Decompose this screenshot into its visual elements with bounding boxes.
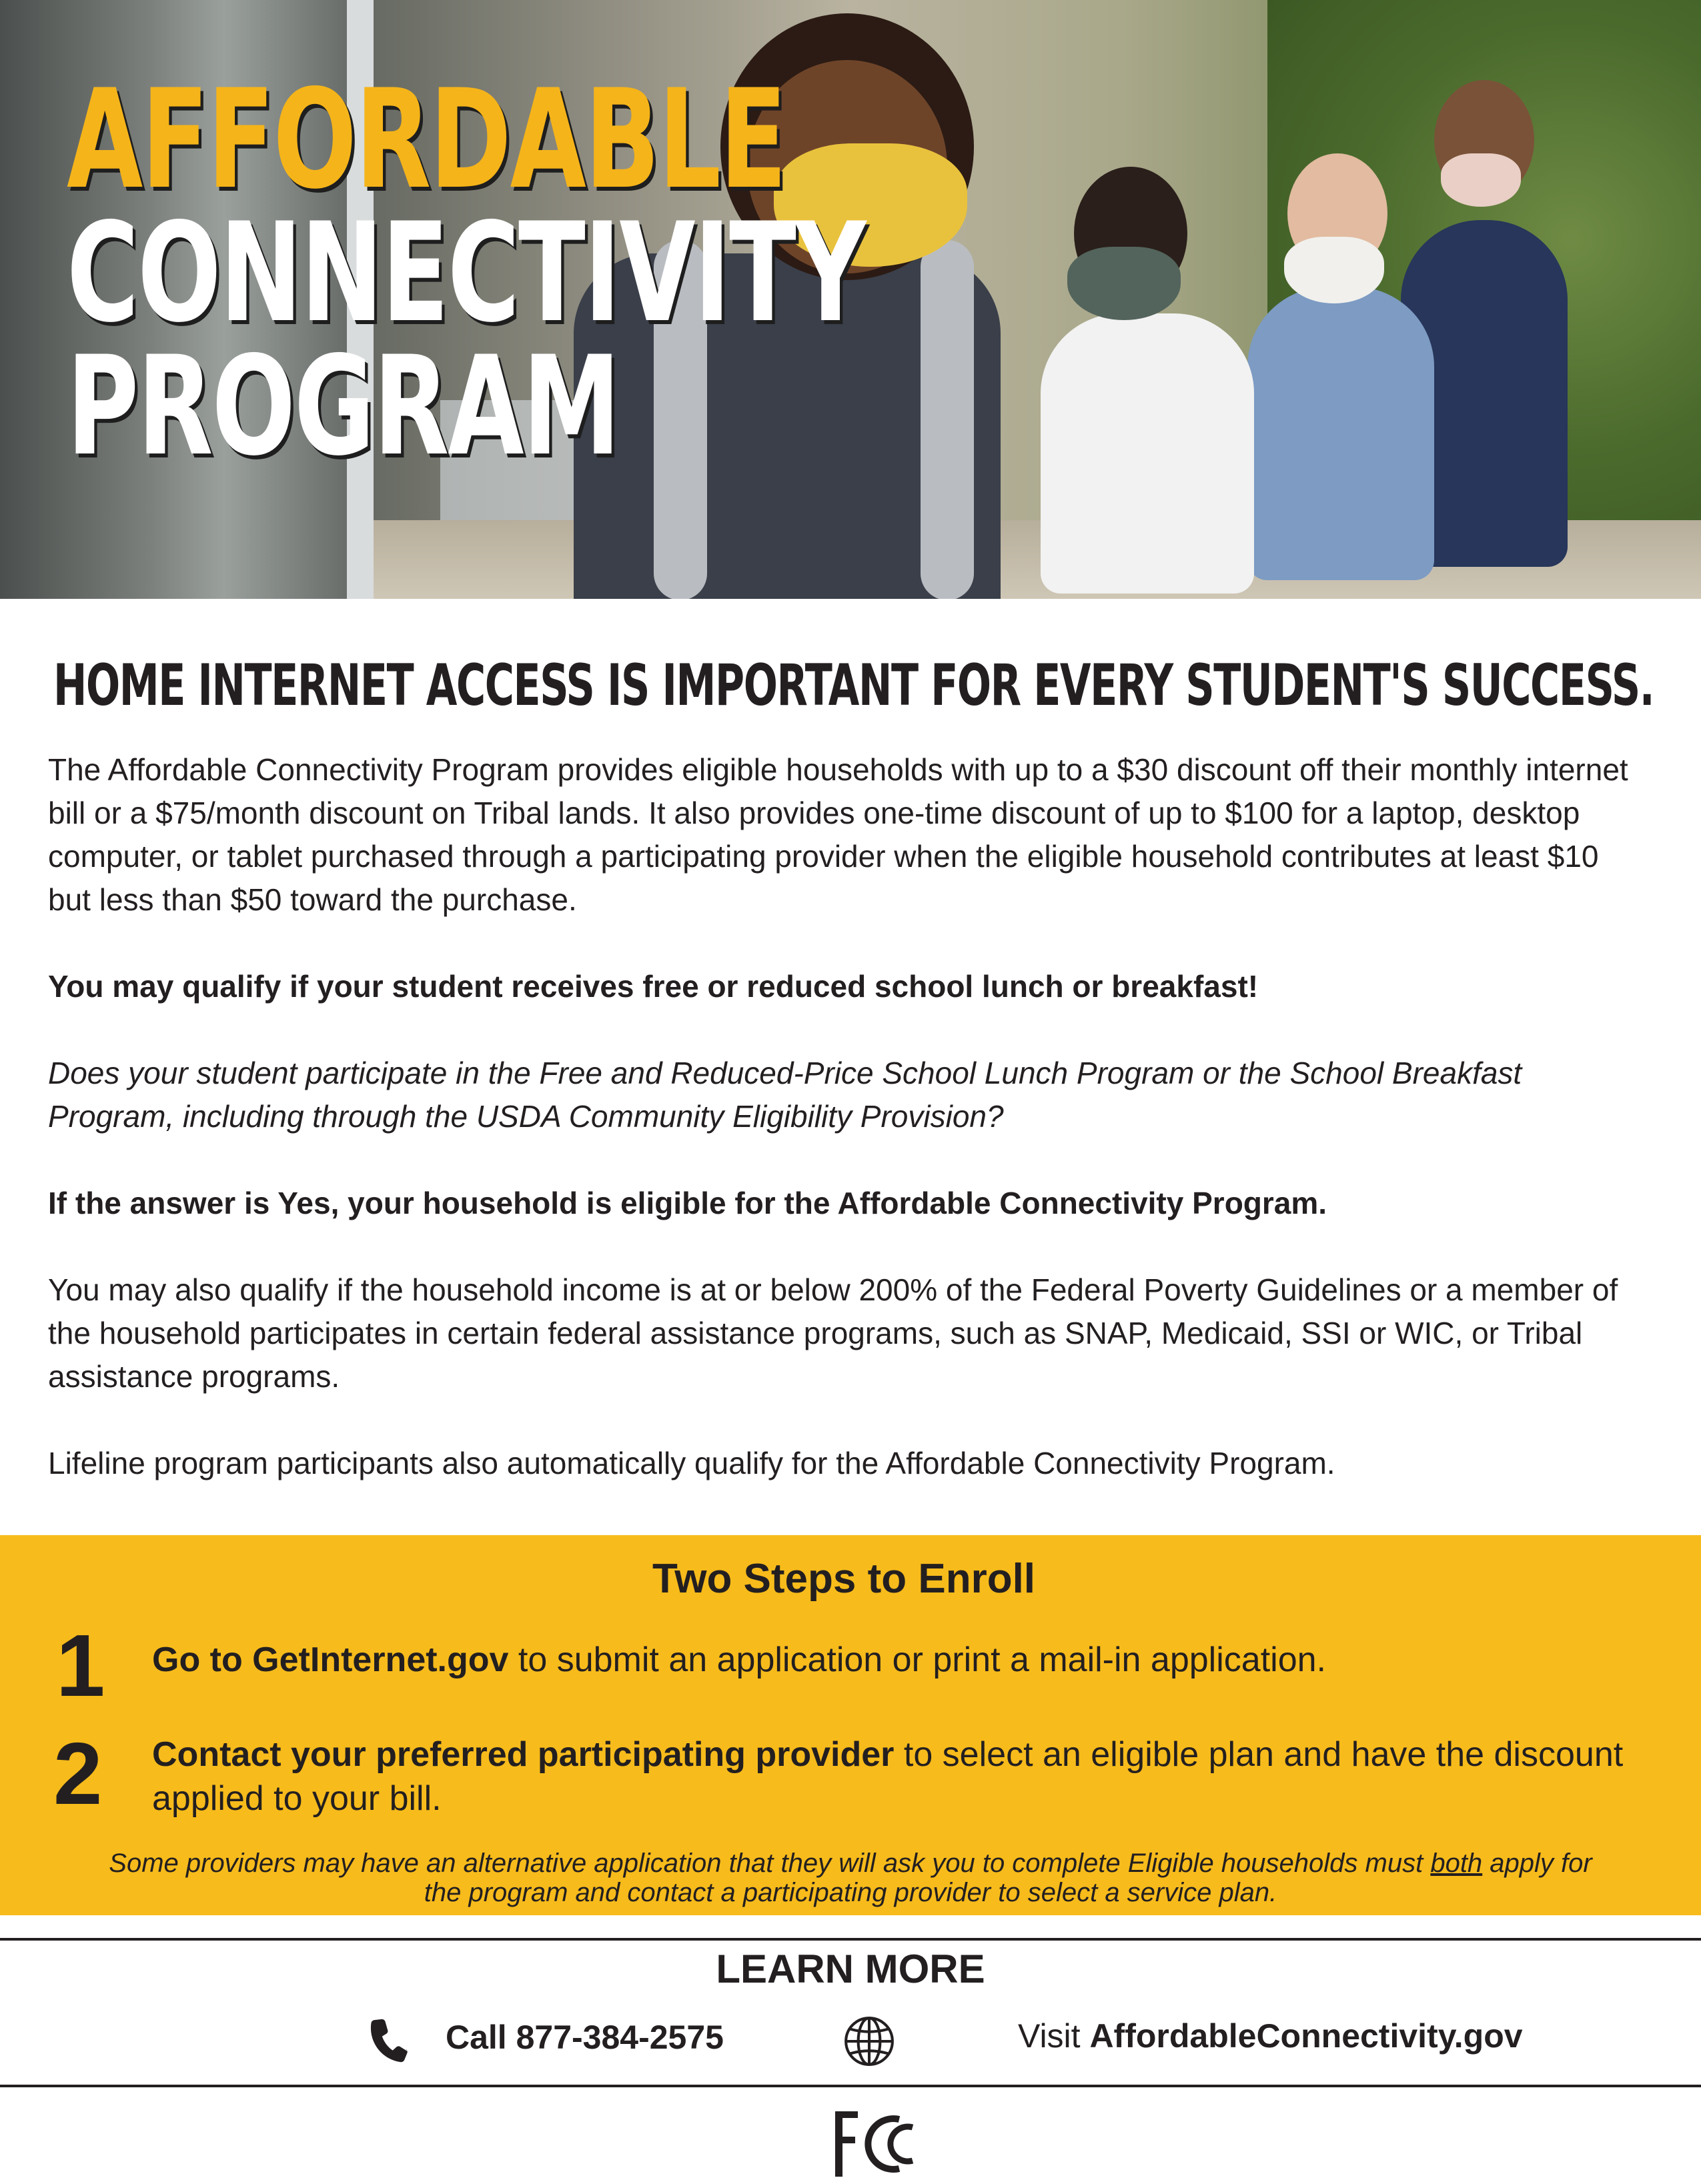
enroll-title: Two Steps to Enroll — [652, 1556, 1036, 1602]
step-2-rest: to select an eligible plan and have the discount applied to your bill. — [152, 1735, 1624, 1818]
paragraph-discount-info: The Affordable Connectivity Program provides eligible households with up to a $30 discount off their monthly internet bill or a $75/month discount on Tribal lands. It also provides one-time discount of up to $100 for a laptop, desktop computer, or tablet purchased through a participating provider when the eligible household contributes at least $10 but less than $50 toward the purchase. — [48, 752, 1628, 917]
hero-title — [67, 61, 865, 486]
step-text-2 — [152, 1733, 1640, 1821]
website-link[interactable]: AffordableConnectivity.gov — [1089, 2017, 1523, 2055]
visit-prefix: Visit — [1018, 2017, 1090, 2055]
learn-more-title: LEARN MORE — [716, 1947, 985, 1991]
step-text-1 — [152, 1638, 1640, 1682]
step-number-1: 1 — [56, 1616, 105, 1715]
headline: HOME INTERNET ACCESS IS IMPORTANT FOR EVERY STUDENT'S SUCCESS. — [53, 652, 1654, 719]
paragraph-eligible: If the answer is Yes, your household is eligible for the Affordable Connectivity Program. — [48, 1186, 1327, 1220]
step-number-2: 2 — [53, 1725, 103, 1823]
globe-icon — [842, 2014, 897, 2069]
phone-icon — [364, 2013, 417, 2066]
fcc-logo — [832, 2107, 926, 2181]
note-part-1: Some providers may have an alternative application that they will ask you to complete Eligible households must — [109, 1849, 1431, 1878]
paragraph-question: Does your student participate in the Free and Reduced-Price School Lunch Program or the School Breakfast Program, including through the USDA Community Eligibility Provision? — [48, 1056, 1522, 1134]
paragraph-qualify-lunch: You may qualify if your student receives free or reduced school lunch or breakfast! — [48, 969, 1259, 1004]
step-2-bold: Contact your preferred participating provider — [152, 1735, 895, 1774]
note-underlined: both — [1430, 1849, 1483, 1878]
hero-title-line-2: CONNECTIVITY — [67, 194, 865, 353]
hero-banner — [0, 0, 1701, 599]
note-part-2: apply for the program and contact a participating provider to select a service plan. — [424, 1849, 1592, 1907]
hero-title-line-3: PROGRAM — [67, 327, 620, 486]
bottom-divider — [0, 2085, 1701, 2087]
body-text — [48, 748, 1649, 1528]
paragraph-income-qualify: You may also qualify if the household income is at or below 200% of the Federal Poverty Guidelines or a member of the household participates in certain federal assistance programs, such as SNAP, Medicaid, SSI or WIC, or Tribal assistance programs. — [48, 1272, 1618, 1394]
enroll-note — [87, 1849, 1614, 1907]
paragraph-lifeline: Lifeline program participants also automatically qualify for the Affordable Connectivity Program. — [48, 1446, 1335, 1480]
top-divider — [0, 1938, 1701, 1941]
visit-text — [1018, 2017, 1523, 2055]
call-number[interactable]: Call 877-384-2575 — [446, 2019, 724, 2056]
hero-title-line-1: AFFORDABLE — [67, 61, 786, 219]
call-text[interactable] — [446, 2018, 724, 2057]
step-1-link-text[interactable]: Go to GetInternet.gov — [152, 1641, 509, 1679]
step-1-rest: to submit an application or print a mail-in application. — [508, 1641, 1326, 1679]
